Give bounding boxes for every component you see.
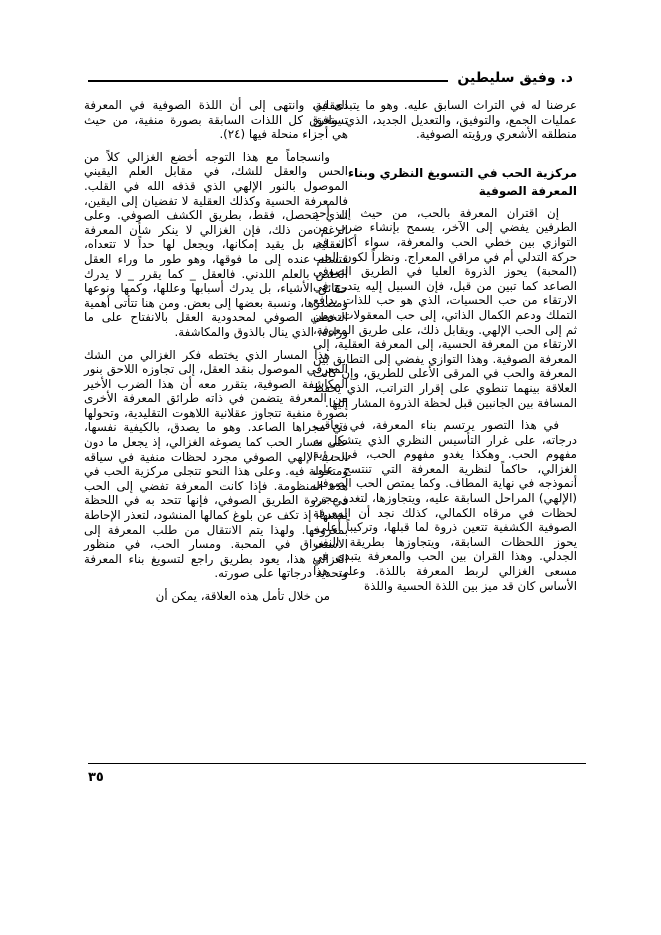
paragraph: في هذا التصور يرتسم بناء المعرفة، في تعاقب درجاته، على غرار التأسيس النظري الذي يتشكل به مفهوم الحب. وهكذا يغدو مفهوم الحب، في رؤية الغزالي، حاكماً لنظرية المعرفة التي تنتسج على أنموذجه في نهاية المطاف. وكما يمتص الحب الصوفي (الإلهي) المراحل السابقة عليه، ويتجاوزها، لتغدو مجرد لحظات في مرقاه الكمالي، كذلك نجد أن المعرفة الصوفية الكشفية تتعين ذروة لما قبلها، وتركيباً أعلى، يحوز اللحظات السابقة، ويتجاوزها بطريقة النفي الجدلي. وهذا القران بين الحب والمعرفة يتبدى في مسعى الغزالي لربط المعرفة باللذة. وعلى هذا الأساس كان قد ميز بين اللذة الحسية واللذة: [313, 418, 577, 593]
paragraph: هذا المسار الذي يختطه فكر الغزالي من الشك المعرفي الموصول بنقد العقل، إلى تجاوزه اللاحق بنور المكاشفة الصوفية، يتقرر معه أن هذا الضرب الأخير من المعرفة يتضمن في ذاته طرائق المعرفة الأخرى بصورة منفية تتجاوز عقلانية اللاهوت التقليدية، وتحولها في مجراها الصاعد. وهو ما يصدق، بالكيفية نفسها، على مسار الحب كما يصوغه الغزالي، إذ يجعل ما دون الحب الإلهي الصوفي مجرد لحظات منفية في سياقه ومتحولة فيه. وعلى هذا النحو تتجلى مركزية الحب في هذه المنظومة. فإذا كانت المعرفة تفضي إلى الحب في ذروة الطريق الصوفي، فإنها تتحد به في اللحظة نفسها، إذ تكف عن بلوغ كمالها المنشود، لتعذر الإحاطة بمعروفها. ولهذا يتم الانتقال من طلب المعرفة إلى الاستغراق في المحبة. ومسار الحب، في منظور الغزالي هذا، يعود بطريق راجع لتسويغ بناء المعرفة وتحديد درجاتها على صورته.: [84, 347, 348, 581]
page-number: ٣٥: [88, 770, 104, 785]
column-right: [313, 98, 577, 601]
paragraph: إن اقتران المعرفة بالحب، من حيث إن أحد الطرفين يفضي إلى الآخر، يسمح بإنشاء ضرب من التوازي بين خطي الحب والمعرفة، سواء أكان في حركة التدلي أم في مراقي المعراج. ونظراً لكون الحب (المحبة) يحوز الذروة العليا في الطريق الصوفي الصاعد كما تبين من قبل، فإن السبيل إليه يتدرج في الارتقاء من حب الحسيات، الذي هو حب للذات بدافع التملك ودعم الكمال الذاتي، إلى حب المعقولات، ومن ثم إلى الحب الإلهي. ويقابل ذلك، على طريق المعرفة، الارتقاء من المعرفة الحسية، إلى المعرفة العقلية، إلى المعرفة الصوفية. وهذا التوازي يفضي إلى التطابق بين المعرفة والحب في المرقى الأعلى للطريق، وإن كانت العلاقة بينهما تنطوي على إقرار التراتب، الذي يحفظ المسافة بين الجانبين قبل لحظة الذروة المشار إليها.: [313, 205, 577, 410]
section-heading: مركزية الحب في التسويغ النظري وبناء المعرفة الصوفية: [347, 165, 577, 198]
paragraph: العقلية، وانتهى إلى أن اللذة الصوفية في المعرفة تستغرق كل اللذات السابقة بصورة منفية، من حيث هي أجزاء منحلة فيها (٢٤).: [84, 98, 348, 142]
paragraph: عرضنا له في التراث السابق عليه. وهو ما يتبدى في عمليات الجمع، والتوفيق، والتعديل الجديد، الذي يوافق منطلقه الأشعري ورؤيته الصوفية.: [313, 98, 577, 142]
paragraph: من خلال تأمل هذه العلاقة، يمكن أن: [155, 589, 330, 603]
column-left: [84, 98, 348, 612]
header-rule: [88, 80, 448, 82]
footer-rule: [88, 763, 586, 764]
running-header-author: د. وفيق سليطين: [457, 70, 573, 86]
paragraph: وانسجاماً مع هذا التوجه أخضع الغزالي كلاً من الحس والعقل للشك، في مقابل العلم اليقيني الموصول بالنور الإلهي الذي قذفه الله في القلب. فالمعرفة الحسية وكذلك العقلية لا تفضيان إلى اليقين، الذي يتحصل، فقط، بطريق الكشف الصوفي. وعلى الرغم من ذلك، فإن الغزالي لا ينكر شأن المعرفة العقلية، بل يقيد إمكانها، ويجعل لها حداً لا تتعداه، فتسلم عنده إلى ما فوقها، وهو طور ما وراء العقل الخاص بالعلم اللدني. فالعقل _ كما يقرر _ لا يدرك حقائق الأشياء، بل يدرك أسبابها وعللها، وكمها ونوعها ومصدرها، ونسبة بعضها إلى بعض. ومن هنا تتأتى أهمية التخطي الصوفي لمحدودية العقل بالانفتاح على ما وراءه، الذي ينال بالذوق والمكاشفة.: [84, 149, 348, 339]
